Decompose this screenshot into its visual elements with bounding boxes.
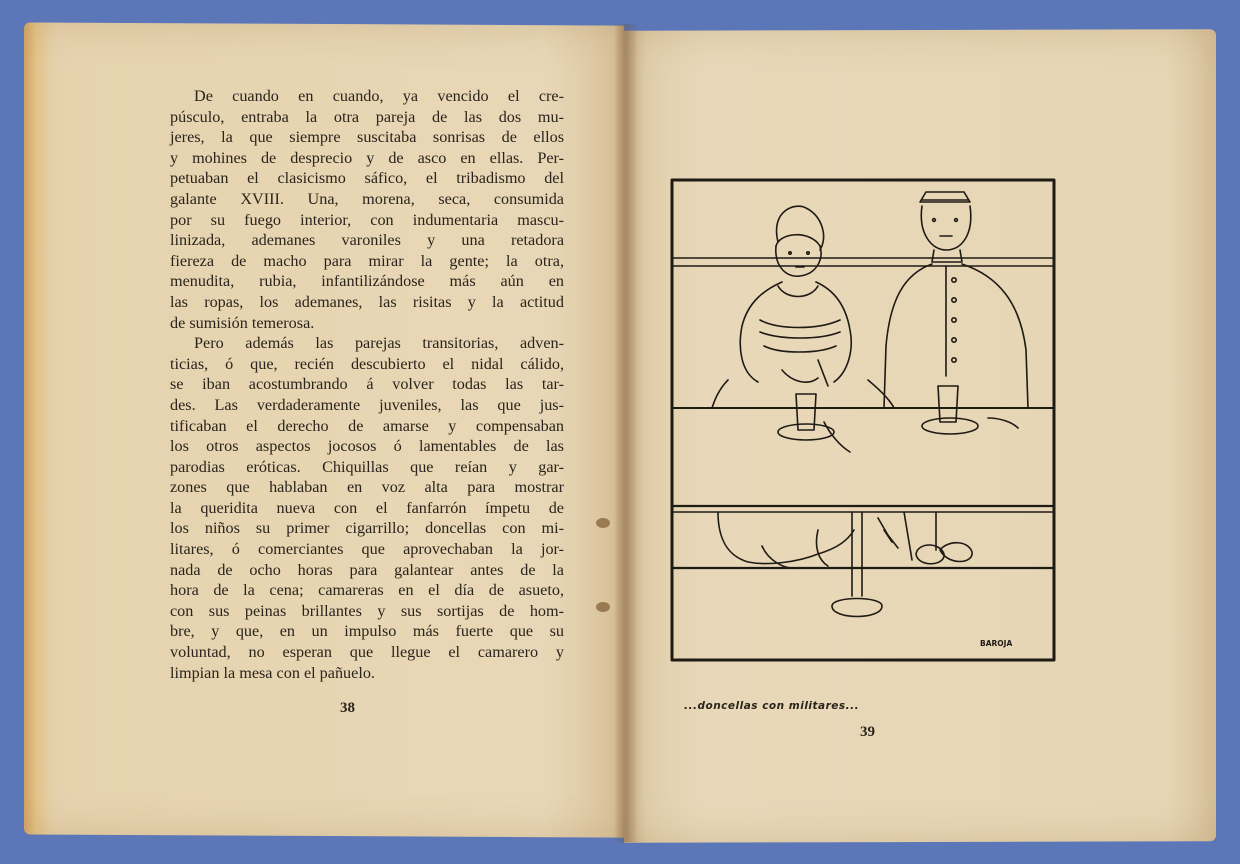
- left-page-text: [170, 86, 564, 683]
- text-line: ticias, ó que, recién descubierto el nidal cálido,: [170, 354, 564, 373]
- glass-left: [778, 394, 850, 452]
- text-line: con sus peinas brillantes y sus sortijas de hom-: [170, 601, 564, 620]
- text-line: galante XVIII. Una, morena, seca, consumida: [170, 189, 564, 208]
- text-line: voluntad, no esperan que llegue el camarero y: [170, 643, 564, 662]
- text-line: los niños su primer cigarrillo; doncellas con mi-: [170, 519, 564, 538]
- text-line: petuaban el clasicismo sáfico, el tribadismo del: [170, 169, 564, 188]
- text-line: tificaban el derecho de amarse y compensaban: [170, 416, 564, 435]
- text-line: los otros aspectos jocosos ó lamentables de las: [170, 437, 564, 456]
- glass-right: [922, 386, 1018, 434]
- text-line: Pero además las parejas transitorias, adven-: [194, 334, 564, 353]
- text-line: jeres, la que siempre suscitaba sonrisas de ellos: [170, 128, 564, 147]
- text-line: zones que hablaban en voz alta para mostrar: [170, 478, 564, 497]
- illustration-frame: [672, 180, 1054, 660]
- text-line: menudita, rubia, infantilizándose más aún en: [170, 272, 564, 291]
- table-legs: [718, 512, 972, 617]
- text-line: y mohines de desprecio y de asco en ellas. Per-: [170, 148, 564, 167]
- text-line: litares, ó comerciantes que aprovechaban la jor-: [170, 540, 564, 559]
- text-line: linizada, ademanes varoniles y una retadora: [170, 231, 564, 250]
- text-line: nada de ocho horas para galantear antes de la: [170, 560, 564, 579]
- text-line: bre, y que, en un impulso más fuerte que su: [170, 622, 564, 641]
- page-number-left: 38: [340, 700, 355, 716]
- binding-hole: [596, 602, 610, 612]
- illustration: [668, 150, 1060, 648]
- text-line: la queridita nueva con el fanfarrón ímpetu de: [170, 498, 564, 517]
- text-line: limpian la mesa con el pañuelo.: [170, 663, 375, 682]
- page-number-right: 39: [860, 724, 875, 740]
- woman-figure: [712, 206, 894, 408]
- text-line: púsculo, entraba la otra pareja de las dos mu-: [170, 107, 564, 126]
- text-line: las ropas, los ademanes, las risitas y la actitud: [170, 292, 564, 311]
- text-line: fiereza de macho para mirar la gente; la otra,: [170, 251, 564, 270]
- book-gutter: [614, 24, 638, 842]
- text-line: parodias eróticas. Chiquillas que reían y gar-: [170, 457, 564, 476]
- text-line: hora de la cena; camareras en el día de asueto,: [170, 581, 564, 600]
- text-line: des. Las verdaderamente juveniles, las que jus-: [170, 395, 564, 414]
- text-line: se iban acostumbrando á volver todas las tar-: [170, 375, 564, 394]
- soldier-figure: [884, 192, 1028, 408]
- text-line: De cuando en cuando, ya vencido el cre-: [194, 87, 564, 105]
- illustration-signature: BAROJA: [980, 639, 1013, 648]
- text-line: por su fuego interior, con indumentaria mascu-: [170, 210, 564, 229]
- binding-hole: [596, 518, 610, 528]
- text-line: de sumisión temerosa.: [170, 313, 315, 332]
- illustration-caption: ...doncellas con militares...: [684, 700, 860, 712]
